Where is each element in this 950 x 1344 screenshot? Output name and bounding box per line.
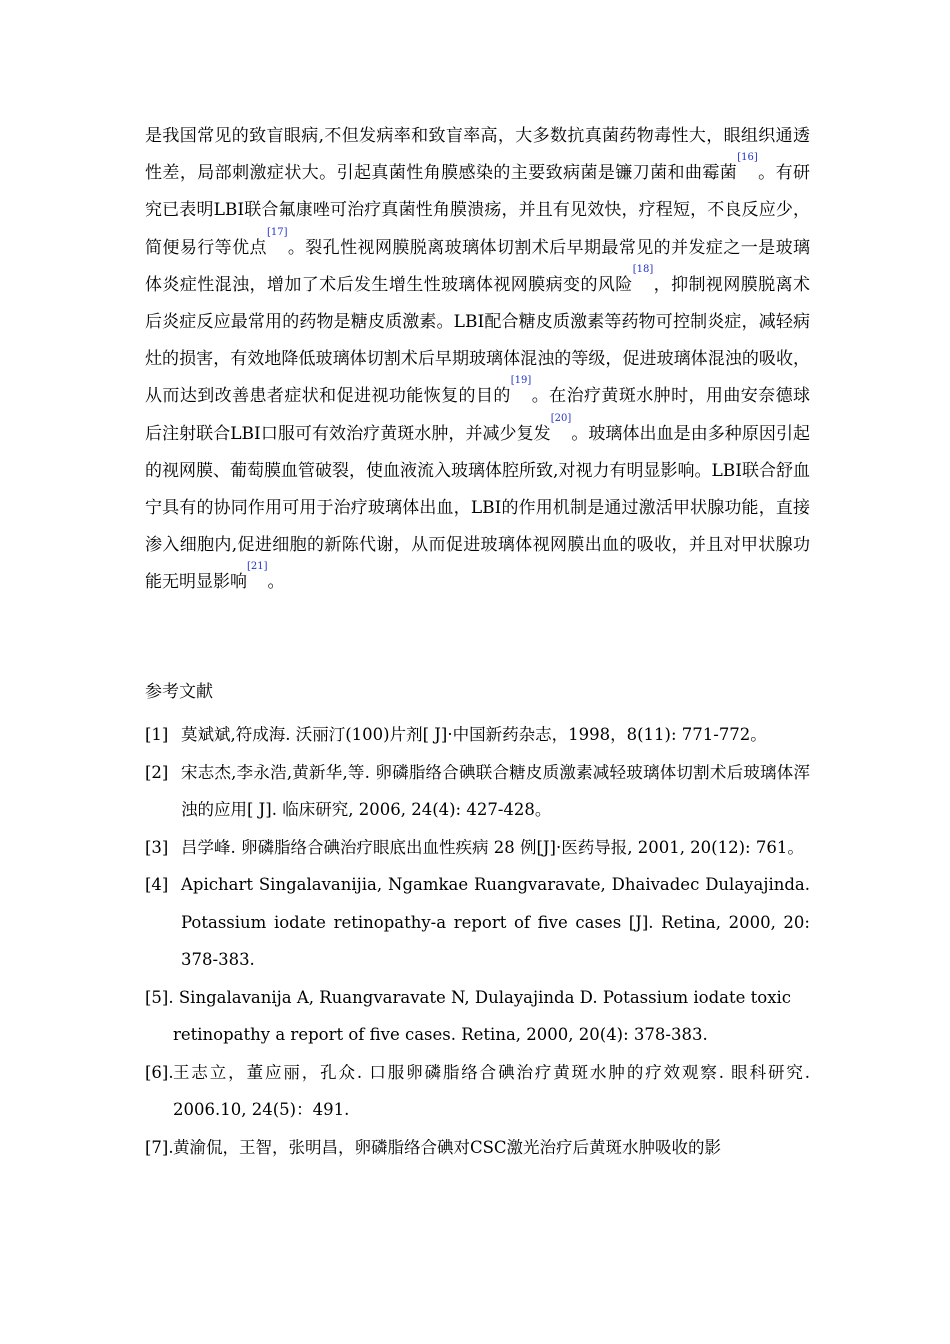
body-sentence: 。裂孔性视网膜脱离玻璃体切割术后早期最常见的并发症之一是玻璃体炎症性混浊，增加了术后发生增生性玻璃体视网膜病变的风险 — [145, 237, 811, 295]
reference-item — [145, 754, 810, 829]
reference-item — [145, 829, 810, 867]
body-sentence: 是我国常见的致盲眼病,不但发病率和致盲率高，大多数抗真菌药物毒性大，眼组织通透性差，局部刺激症状大。引起真菌性角膜感染的主要致病菌是镰刀菌和曲霉菌 — [145, 126, 810, 184]
reference-item — [145, 716, 810, 754]
reference-number: [5]. — [145, 987, 174, 1007]
reference-text: 莫斌斌,符成海. 沃丽汀(100)片剂[ J]·中国新药杂志，1998，8(11): 771-772。 — [181, 725, 767, 744]
reference-line: Singalavanija A, Ruangvaravate N, Dulayajinda D. Potassium iodate toxic — [178, 987, 792, 1007]
reference-line: retinopathy a report of five cases. Retina, 2000, 20(4): 378-383. — [173, 1025, 708, 1044]
reference-text: 王志立，董应丽，孔众. 口服卵磷脂络合碘治疗黄斑水肿的疗效观察. 眼科研究. 2006.10, 24(5)：491. — [173, 1062, 810, 1119]
reference-item — [145, 866, 810, 979]
reference-number: [1] — [145, 725, 169, 744]
body-sentence: ，抑制视网膜脱离术后炎症反应最常用的药物是糖皮质激素。LBI配合糖皮质激素等药物可控制炎症，减轻病灶的损害，有效地降低玻璃体切割术后早期玻璃体混浊的等级，促进玻璃体混浊的吸收，从而达到改善患者症状和促进视功能恢复的目的 — [145, 274, 811, 407]
citation-link[interactable]: [19] — [510, 375, 532, 387]
reference-number: [7]. — [145, 1137, 174, 1157]
reference-text — [145, 979, 810, 1054]
reference-text: 宋志杰,李永浩,黄新华,等. 卵磷脂络合碘联合糖皮质激素减轻玻璃体切割术后玻璃体浑浊的应用[ J]. 临床研究, 2006, 24(4): 427-428。 — [181, 762, 810, 819]
citation-link[interactable]: [20] — [550, 412, 572, 424]
reference-number: [6]. — [145, 1062, 174, 1082]
body-sentence: 。有研究已表明LBI联合氟康唑可治疗真菌性角膜溃疡，并且有见效快，疗程短，不良反应少，简便易行等优点 — [145, 163, 811, 258]
reference-text: 黄渝侃，王智，张明昌，卵磷脂络合碘对CSC激光治疗后黄斑水肿吸收的影 — [173, 1137, 722, 1157]
reference-text: Apichart Singalavanijia, Ngamkae Ruangvaravate, Dhaivadec Dulayajinda. Potassium iodate retinopathy-a report of five cases [J]. Retina, 2000, 20: 378-383. — [181, 875, 810, 969]
citation-link[interactable]: [18] — [632, 263, 654, 275]
citation-link[interactable]: [21] — [247, 561, 268, 573]
reference-number: [3] — [145, 837, 169, 857]
references-heading: 参考文献 — [145, 682, 213, 702]
reference-number: [4] — [145, 875, 169, 894]
reference-item — [145, 979, 810, 1054]
body-sentence: 。玻璃体出血是由多种原因引起的视网膜、葡萄膜血管破裂，使血液流入玻璃体腔所致,对视力有明显影响。LBI联合舒血宁具有的协同作用可用于治疗玻璃体出血，LBI的作用机制是通过激活甲状腺功能，直接渗入细胞内,促进细胞的新陈代谢，从而促进玻璃体视网膜出血的吸收，并且对甲状腺功能无明显影响 — [145, 423, 811, 593]
citation-link[interactable]: [17] — [266, 226, 288, 238]
body-sentence: 。 — [267, 572, 285, 593]
body-sentence: 。在治疗黄斑水肿时，用曲安奈德球后注射联合LBI口服可有效治疗黄斑水肿，并减少复发 — [145, 386, 811, 444]
reference-item — [145, 1054, 810, 1129]
body-paragraph — [145, 118, 810, 602]
reference-item — [145, 1129, 810, 1167]
reference-number: [2] — [145, 762, 169, 782]
reference-list — [145, 716, 810, 1166]
reference-text: 吕学峰. 卵磷脂络合碘治疗眼底出血性疾病 28 例[J]·医药导报, 2001, 20(12): 761。 — [181, 837, 804, 857]
citation-link[interactable]: [16] — [737, 152, 758, 164]
